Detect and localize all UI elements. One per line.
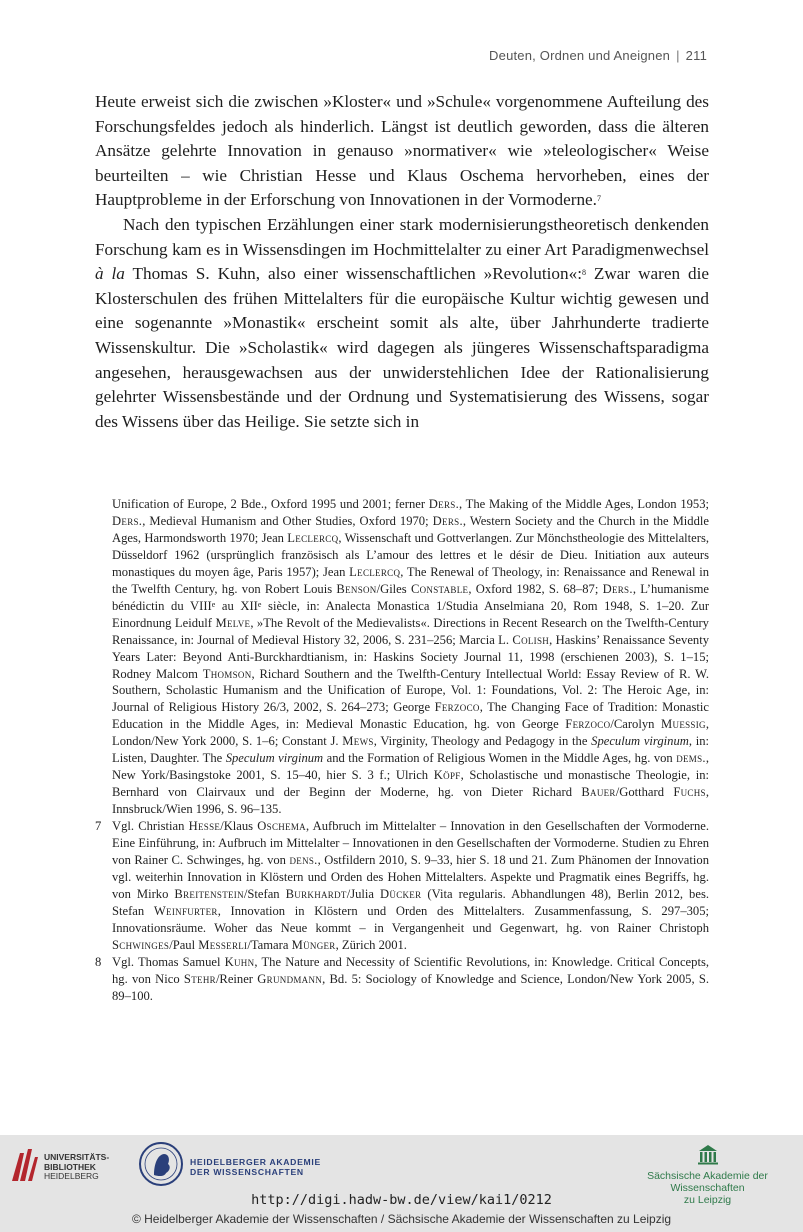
running-title: Deuten, Ordnen und Aneignen	[489, 48, 671, 63]
hadw-logo-text: HEIDELBERGER AKADEMIE DER WISSENSCHAFTEN	[190, 1157, 321, 1177]
header-separator: |	[676, 48, 680, 63]
saw-logo-text: Sächsische Akademie der Wissenschaften zu Leipzig	[647, 1170, 768, 1206]
paragraph-1	[95, 90, 709, 213]
footnote-continued: Unification of Europe, 2 Bde., Oxford 1995 und 2001; ferner Ders., The Making of the Middle Ages, London 1953; Ders., Medieval Humanism and Other Studies, Oxford 1970; Ders., Western Society and the Church in the Middle Ages, Harmondsworth 1970; Jean Leclercq, Wissenschaft und Gottverlangen. Zur Mönchstheologie des Mittelalters, Düsseldorf 1962 (ursprünglich französisch als L’amour des lettres et le désir de Dieu. Initiation aux auteurs monastiques du moyen âge, Paris 1957); Jean Leclercq, The Renewal of Theology, in: Renaissance and Renewal in the Twelfth Century, hg. von Robert Louis Benson/Giles Constable, Oxford 1982, S. 68–87; Ders., L’humanisme bénédictin du VIIIe au XIIe siècle, in: Analecta Monastica 1/Studia Anselmiana 20, Rom 1948, S. 1–20. Zur Einordnung Leidulf Melve, »The Revolt of the Medievalists«. Directions in Recent Research on the Twelfth-Century Renaissance, in: Journal of Medieval History 32, 2006, S. 231–256; Marcia L. Colish, Haskins’ Renaissance Seventy Years Later: Beyond Anti-Burckhardtianism, in: Haskins Society Journal 11, 1998 (erschienen 2003), S. 1–15; Rodney Malcom Thomson, Richard Southern and the Twelfth-Century Intellectual World: Essay Review of R. W. Southern, Scholastic Humanism and the Unification of Europe, Vol. 1: Foundations, Vol. 2: The Heroic Age, in: Journal of Religious History 26/3, 2002, S. 264–273; George Ferzoco, The Changing Face of Tradition: Monastic Education in the Middle Ages, in: Medieval Monastic Education, hg. von George Ferzoco/Carolyn Muessig, London/New York 2000, S. 1–6; Constant J. Mews, Virginity, Theology and Pedagogy in the Speculum virginum, in: Listen, Daughter. The Speculum virginum and the Formation of Religious Women in the Middle Ages, hg. von dems., New York/Basingstoke 2001, S. 15–40, hier S. 3 f.; Ulrich Köpf, Scholastische und monastische Theologie, in: Bernhard von Clairvaux und der Beginn der Moderne, hg. von Dieter Richard Bauer/Gotthard Fuchs, Innsbruck/Wien 1996, S. 96–135.	[112, 497, 710, 817]
body-text	[95, 90, 709, 434]
paragraph-2-text-a: Nach den typischen Erzählungen einer stark modernisierungstheoretisch denkenden Forschung kam es in Wissensdingen im Hochmittelalter zu einer Art Paradigmenwechsel	[95, 214, 709, 259]
footnotes	[95, 496, 709, 1005]
hadw-logo[interactable]	[138, 1141, 338, 1191]
footnote-8-number: 8	[95, 954, 102, 969]
paragraph-1-text: Heute erweist sich die zwischen »Kloster« und »Schule« vorgenommene Aufteilung des Forschungsfeldes jedoch als hinderlich. Längst ist deutlich geworden, dass die älteren Ansätze gelehrte Innovation in genauso »normativer« wie »teleologischer« Weise beurteilten – wie Christian Hesse und Klaus Oschema hervorheben, eines der Hauptprobleme in der Erforschung von Innovationen in der Vormoderne.	[95, 92, 709, 210]
running-head	[96, 48, 707, 63]
paragraph-2	[95, 213, 709, 434]
footnote-ref-8[interactable]: 8	[581, 268, 586, 278]
footnote-ref-7[interactable]: 7	[596, 194, 601, 204]
paragraph-2-text-c: Zwar waren die Klosterschulen des frühen Mittelalters für die europäische Kultur wichtig gewesen und eine sogenannte »Monastik« erscheint somit als alte, über Jahrhunderte tradierte Wissenskultur. Die »Scholastik« wird dagegen als jüngeres Wissenschaftsparadigma angesehen, herausgewachsen aus der unwiderstehlichen Idee der Rationalisierung gelehrter Wissensbestände und der Ordnung und Systematisierung des Wissens, sogar des Wissens über das Heilige. Sie setzte sich in	[95, 264, 709, 431]
academy-seal-icon	[138, 1141, 184, 1187]
page-number: 211	[685, 48, 707, 63]
footnote-8: 8 Vgl. Thomas Samuel Kuhn, The Nature and Necessity of Scientific Revolutions, in: Knowledge. Critical Concepts, hg. von Nico Stehr/Reiner Grundmann, Bd. 5: Sociology of Knowledge and Science, London/New York 2005, S. 89–100.	[95, 954, 710, 1003]
ub-heidelberg-logo[interactable]	[10, 1143, 130, 1187]
paragraph-2-italic: à la	[95, 264, 125, 284]
footnote-7: 7 Vgl. Christian Hesse/Klaus Oschema, Aufbruch im Mittelalter – Innovation in den Gesellschaften der Vormoderne. Eine Einführung, in: Aufbruch im Mittelalter – Innovationen in den Gesellschaften der Vormoderne. Studien zu Ehren von Rainer C. Schwinges, hg. von dens., Ostfildern 2010, S. 9–33, hier S. 18 und 21. Zum Phänomen der Innovation vgl. weiterhin Innovation in Klöstern und Orden des Hohen Mittelalters. Aspekte und Pragmatik eines Begriffs, hg. von Mirko Breitenstein/Stefan Burkhardt/Julia Dücker (Vita regularis. Abhandlungen 48), Berlin 2012, bes. Stefan Weinfurter, Innovation in Klöstern und Orden des Mittelalters. Zusammenfassung, S. 297–305; Innovationsräume. Woher das Neue kommt – in Vergangenheit und Gegenwart, hg. von Rainer Christoph Schwinges/Paul Messerli/Tamara Münger, Zürich 2001.	[95, 819, 710, 952]
copyright-notice: © Heidelberger Akademie der Wissenschaften / Sächsische Akademie der Wissenschaften zu Leipzig	[131, 1212, 672, 1226]
academy-building-icon	[697, 1143, 719, 1165]
ub-logo-text: UNIVERSITÄTS- BIBLIOTHEK HEIDELBERG	[44, 1152, 110, 1181]
footnote-7-number: 7	[95, 819, 102, 834]
paragraph-2-text-b: Thomas S. Kuhn, also einer wissenschaftlichen »Revolution«:	[124, 264, 582, 284]
ub-logo-icon	[10, 1147, 40, 1183]
source-url-link[interactable]: http://digi.hadw-bw.de/view/kai1/0212	[251, 1192, 552, 1208]
